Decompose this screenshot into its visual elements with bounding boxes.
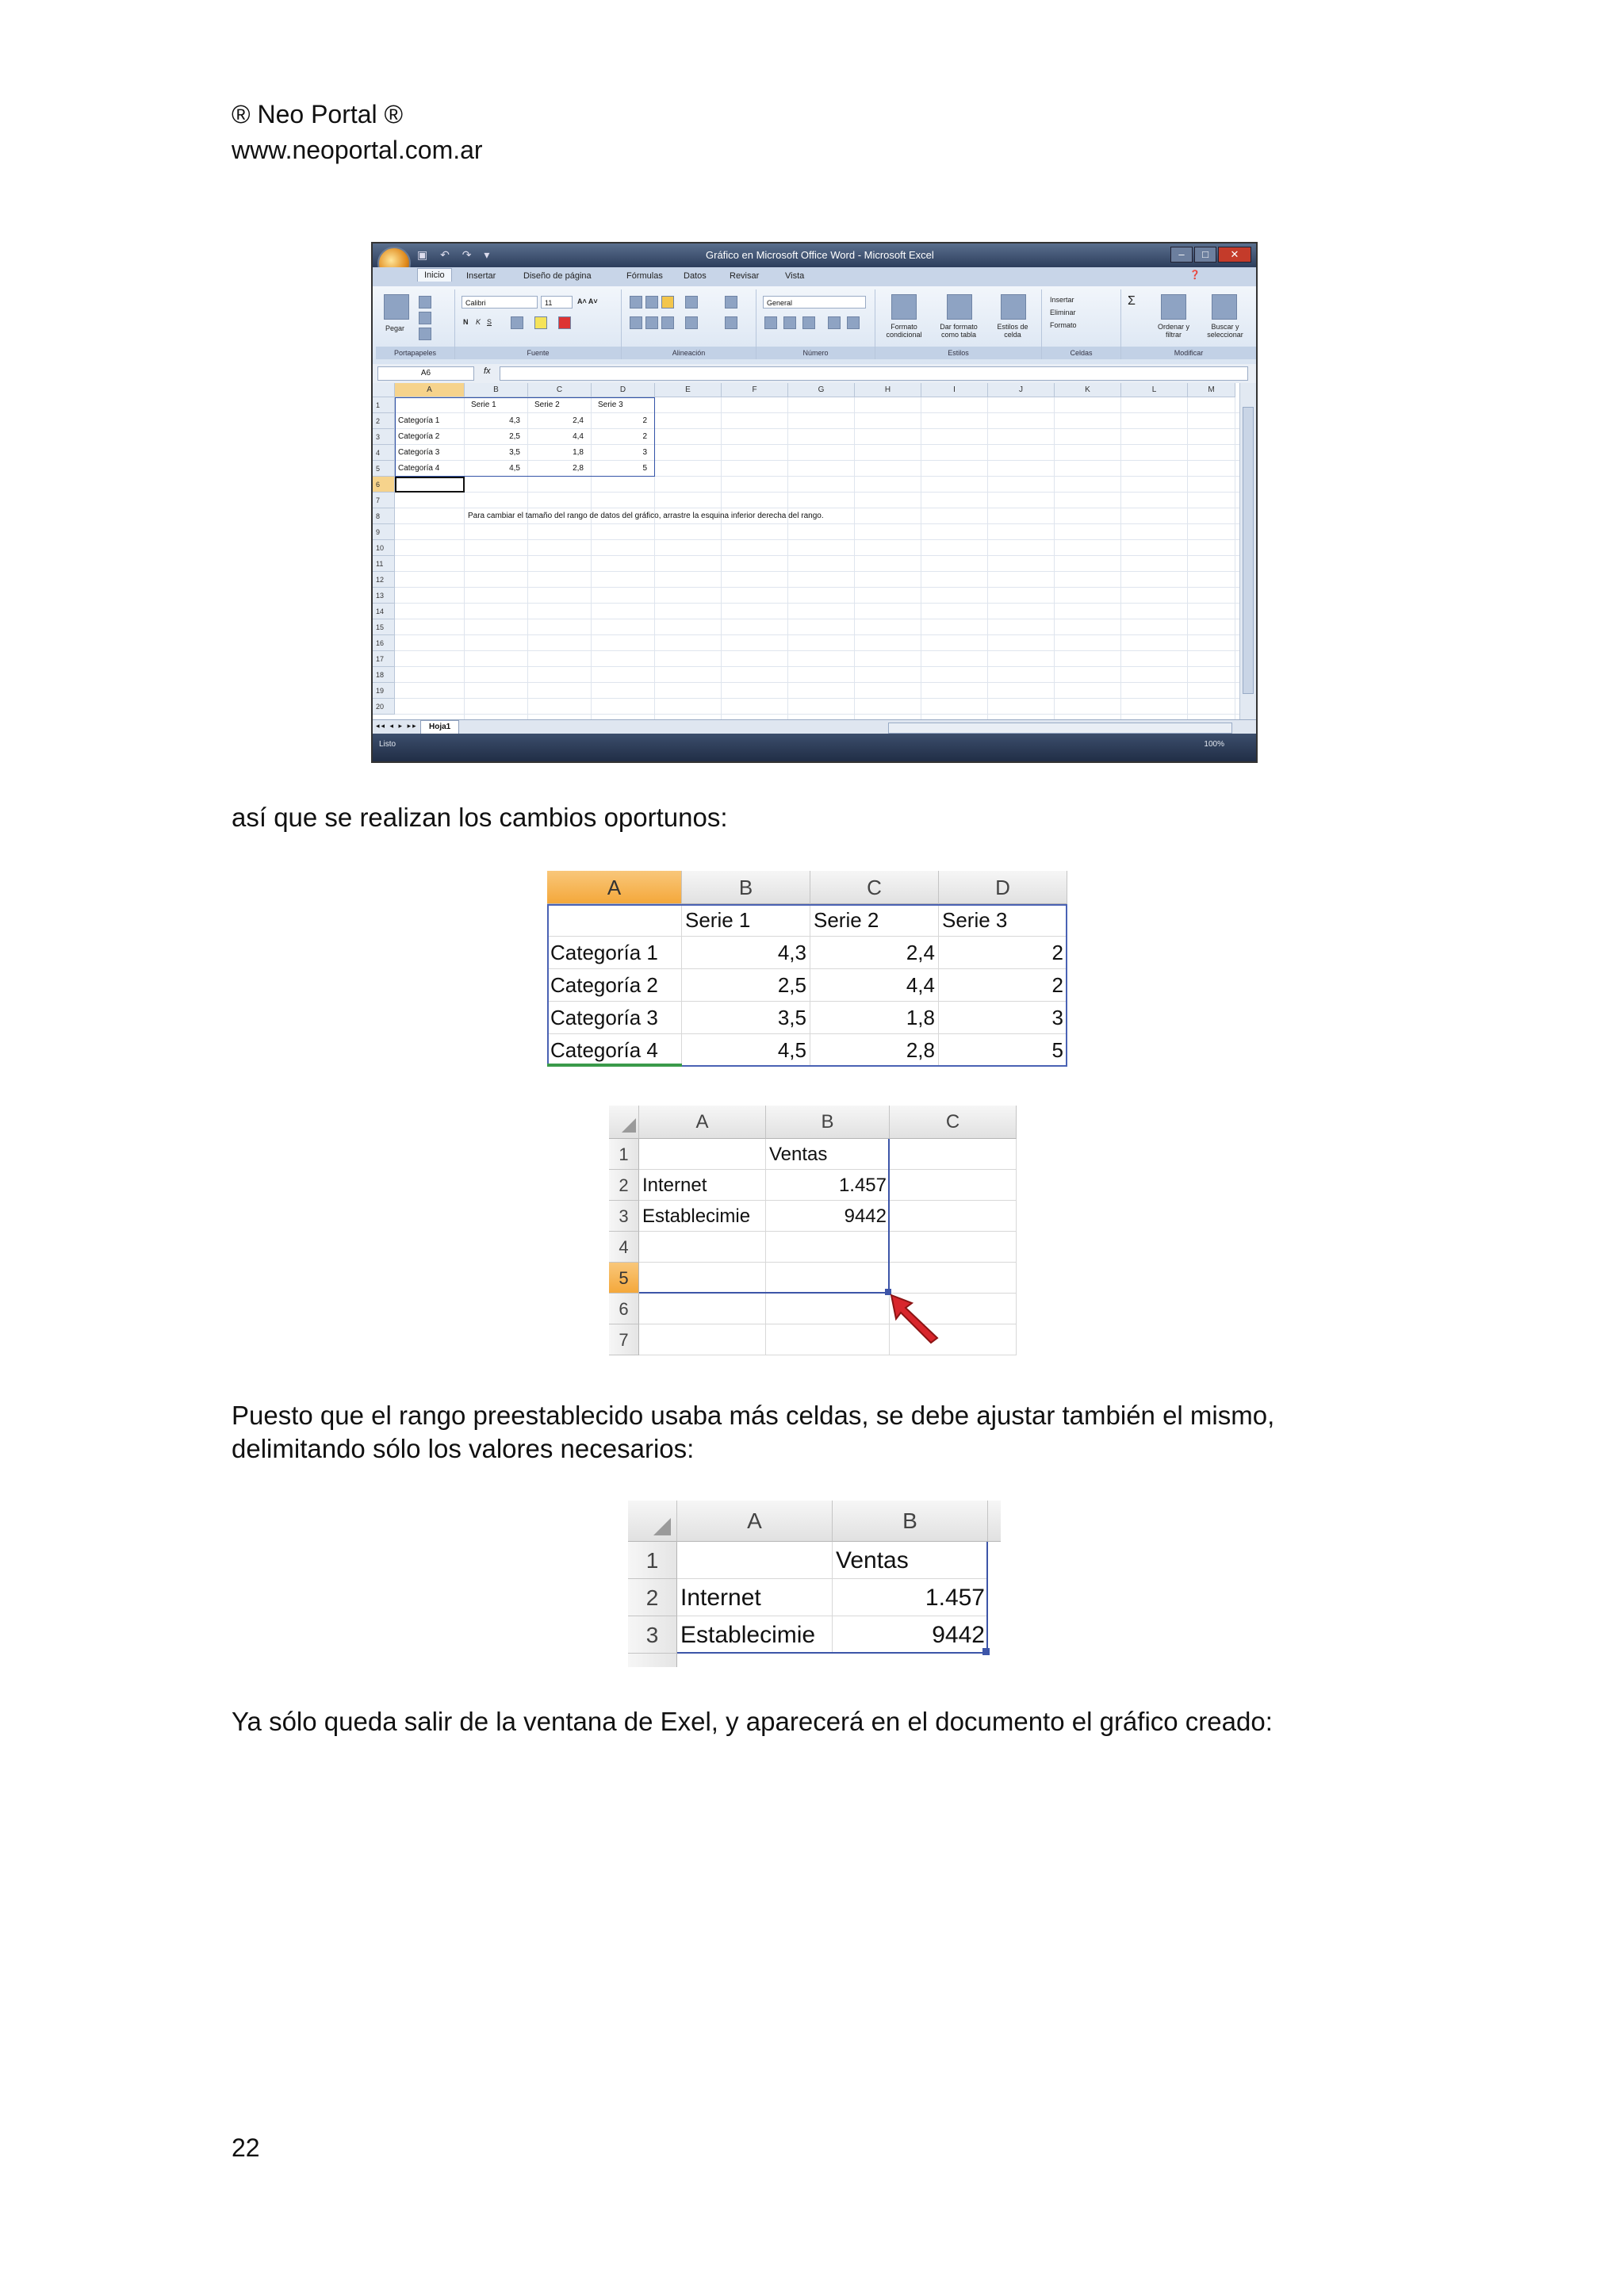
category-label: Categoría 1 [547,937,682,969]
group-modificar [1121,289,1256,359]
percent-icon[interactable] [783,316,796,329]
column-header-f[interactable]: F [722,383,788,397]
row-header-6[interactable]: 6 [373,477,395,493]
row-header-19[interactable]: 19 [373,683,395,699]
group-label: Celdas [1042,347,1120,359]
row-label: Internet [642,1175,707,1196]
sort-label: Ordenar y filtrar [1157,323,1190,339]
fill-color-icon[interactable] [534,316,547,329]
data-cell: 4,5 [682,1034,810,1067]
vertical-scrollbar[interactable] [1239,383,1256,719]
grid-line [395,682,1243,683]
column-header-m[interactable]: M [1188,383,1235,397]
row-header-2[interactable]: 2 [628,1579,677,1616]
excel-title-bar [373,243,1256,267]
grid-line [1054,397,1055,719]
indent-icon[interactable] [685,316,698,329]
row-header-6[interactable]: 6 [609,1294,639,1324]
ribbon [373,286,1256,365]
column-header-b[interactable]: B [833,1501,988,1542]
merge-icon[interactable] [725,316,737,329]
column-header-c[interactable]: C [890,1106,1017,1139]
data-cell: 2,4 [810,937,939,969]
borders-icon[interactable] [511,316,523,329]
data-cell: 1.457 [838,1175,887,1196]
column-header-l[interactable]: L [1121,383,1188,397]
row-header-10[interactable]: 10 [373,540,395,556]
spreadsheet-crop-series [547,871,1083,1069]
red-arrow-icon [888,1292,952,1355]
find-select-icon[interactable] [1212,294,1237,320]
grid-line [395,650,1243,651]
column-header-k[interactable]: K [1055,383,1121,397]
data-cell: 3 [642,448,647,457]
data-cell: 4,3 [509,416,520,425]
group-numero [756,289,875,359]
group-portapapeles [376,289,455,359]
cell-styles-label: Estilos de celda [997,323,1028,339]
grid-line [395,571,1243,572]
grid-cell [890,1201,1017,1232]
data-cell: 2 [642,416,647,425]
wrap-text-icon[interactable] [725,296,737,309]
data-cell: 2,5 [509,432,520,441]
quick-access-toolbar[interactable]: ▣ ↶ ↷ ▾ [417,248,495,261]
data-range-outline [639,1139,890,1294]
delete-cells-button[interactable]: Eliminar [1050,309,1076,316]
series-header: Serie 2 [534,401,560,409]
data-cell: 4,5 [509,464,520,473]
grid-line [395,492,1243,493]
fx-icon[interactable]: fx [484,366,491,376]
column-header-e[interactable]: E [655,383,722,397]
sort-filter-icon[interactable] [1161,294,1186,320]
row-header-8[interactable]: 8 [373,508,395,524]
scroll-thumb[interactable] [1243,407,1254,694]
table-format-label: Dar formato como tabla [940,323,978,339]
number-format-select[interactable]: General [763,296,866,309]
grid-line [787,397,788,719]
group-label: Modificar [1121,347,1256,359]
close-icon[interactable]: ✕ [1218,247,1251,263]
page-number: 22 [232,2133,260,2162]
group-estilos [875,289,1042,359]
currency-icon[interactable] [764,316,777,329]
data-cell: 9442 [844,1205,887,1227]
spreadsheet-crop-ventas-range [609,1106,1020,1359]
conditional-format-icon[interactable] [891,294,917,320]
series-header: Serie 3 [598,401,623,409]
column-header-a[interactable]: A [639,1106,766,1139]
data-range-outline [547,904,1067,1067]
active-cell[interactable] [395,477,465,493]
row-header-11[interactable]: 11 [373,556,395,572]
group-label: Estilos [875,347,1041,359]
column-header-b[interactable]: B [766,1106,890,1139]
row-header-7[interactable]: 7 [609,1324,639,1355]
column-header-a[interactable]: A [395,383,465,397]
series-header: Serie 1 [682,904,810,937]
row-header-7[interactable]: 7 [373,493,395,508]
align-center-icon[interactable] [645,316,658,329]
paragraph-2: Puesto que el rango preestablecido usaba más celdas, se debe ajustar también el mismo, delimitando sólo los valores necesarios: [232,1401,1275,1463]
tab-datos[interactable]: Datos [684,271,707,281]
grid-cell [890,1139,1017,1170]
group-celdas [1042,289,1121,359]
format-painter-icon[interactable] [419,328,431,340]
formula-bar [373,364,1256,384]
row-header-1[interactable]: 1 [609,1139,639,1170]
align-bottom-icon[interactable] [661,296,674,309]
help-icon[interactable]: ❓ [1189,270,1201,280]
data-cell: 9442 [932,1622,985,1648]
bold-button[interactable]: N [463,318,469,326]
grid-line [395,714,1243,715]
cell-styles-icon[interactable] [1001,294,1026,320]
column-header-h[interactable]: H [855,383,921,397]
grid-cell [890,1232,1017,1263]
row-header-16[interactable]: 16 [373,635,395,651]
header-url: www.neoportal.com.ar [232,136,483,164]
column-header-c[interactable]: C [528,383,592,397]
row-label: Establecimie [642,1205,751,1227]
data-cell: 1.457 [925,1585,985,1611]
row-header-9[interactable]: 9 [373,524,395,540]
grid-line [1187,397,1188,719]
grid-cell [639,1324,766,1355]
row-header-4[interactable]: 4 [609,1232,639,1263]
sheet-nav-arrows[interactable]: ◂◂ ◂ ▸ ▸▸ [376,722,418,730]
grid-line [395,587,1243,588]
category-label: Categoría 4 [398,464,440,473]
window-controls [1169,247,1251,263]
ventas-header: Ventas [836,1547,909,1573]
sheet-tab-hoja1[interactable]: Hoja1 [420,720,459,734]
paragraph-1: así que se realizan los cambios oportunos: [232,803,728,832]
align-top-icon[interactable] [630,296,642,309]
cond-format-label: Formato condicional [886,323,922,339]
paste-label: Pegar [385,324,405,332]
grid-cell [766,1324,890,1355]
tab-inicio[interactable]: Inicio [417,268,452,282]
row-header-2[interactable]: 2 [609,1170,639,1201]
row-header-18[interactable]: 18 [373,667,395,683]
data-cell: 2,8 [810,1034,939,1067]
spreadsheet-crop-ventas-adjusted [628,1501,1001,1667]
row-header-3[interactable]: 3 [373,429,395,445]
row-header-2[interactable]: 2 [373,413,395,429]
header-brand: ® Neo Portal ® [232,100,404,128]
group-alineacion [622,289,756,359]
font-size-select[interactable]: 11 [541,296,573,309]
grid-cell [639,1294,766,1324]
data-cell: 2 [642,432,647,441]
ribbon-tabs [373,267,1256,286]
row-header-3[interactable]: 3 [628,1616,677,1654]
column-header-a[interactable]: A [677,1501,833,1542]
tab-formulas[interactable]: Fórmulas [626,271,663,281]
select-all-triangle-icon [622,1118,636,1133]
data-cell: 2,4 [573,416,584,425]
column-header-d[interactable]: D [939,871,1067,904]
orientation-icon[interactable] [685,296,698,309]
row-header-5[interactable]: 5 [609,1263,639,1294]
grid-line [395,603,1243,604]
align-middle-icon[interactable] [645,296,658,309]
category-label: Categoría 3 [398,448,440,457]
autosum-icon[interactable]: Σ [1128,294,1136,308]
grid-cell [766,1294,890,1324]
excel-window-screenshot [371,242,1258,763]
range-resize-handle[interactable] [982,1648,990,1655]
cut-icon[interactable] [419,296,431,309]
find-label: Buscar y seleccionar [1207,323,1243,339]
grid-line [854,397,855,719]
format-cells-button[interactable]: Formato [1050,321,1077,329]
font-name-select[interactable]: Calibri [462,296,538,309]
category-label: Categoría 1 [398,416,440,425]
name-box[interactable]: A6 [377,366,474,381]
horizontal-scrollbar[interactable] [888,723,1232,734]
series-header: Serie 2 [810,904,939,937]
data-cell: 4,3 [682,937,810,969]
grid-cell [890,1170,1017,1201]
formula-input[interactable] [500,366,1248,381]
data-cell: 5 [642,464,647,473]
data-cell: 2,5 [682,969,810,1002]
grid-line [395,539,1243,540]
row-header-5[interactable]: 5 [373,461,395,477]
row-label: Internet [680,1585,761,1611]
paste-icon[interactable] [384,294,409,320]
grid-line [1120,397,1121,719]
align-left-icon[interactable] [630,316,642,329]
zoom-level[interactable]: 100% [1204,740,1224,749]
decrease-decimal-icon[interactable] [847,316,860,329]
grow-font-icon[interactable]: A˄ A˅ [577,297,598,305]
data-cell: 3 [939,1002,1067,1034]
data-cell: 2,8 [573,464,584,473]
row-header-3[interactable]: 3 [609,1201,639,1232]
data-cell: 5 [939,1034,1067,1067]
data-cell: 4,4 [810,969,939,1002]
row-header-15[interactable]: 15 [373,619,395,635]
align-right-icon[interactable] [661,316,674,329]
column-header-d[interactable]: D [592,383,655,397]
column-header-c[interactable]: C [810,871,939,904]
select-all-triangle-icon [653,1518,671,1535]
column-header-g[interactable]: G [788,383,855,397]
underline-button[interactable]: S [487,318,492,326]
tab-vista[interactable]: Vista [785,271,805,281]
column-header-b[interactable]: B [465,383,528,397]
row-header-4[interactable]: 4 [373,445,395,461]
sheet-tabs-bar [373,719,1256,734]
grid-line [395,555,1243,556]
row-header-partial [628,1654,677,1667]
row-header-13[interactable]: 13 [373,588,395,604]
category-label: Categoría 4 [547,1034,682,1067]
series-header: Serie 1 [471,401,496,409]
grid-line [721,397,722,719]
data-range-outline [677,1542,988,1654]
category-label: Categoría 3 [547,1002,682,1034]
data-cell: 3,5 [509,448,520,457]
grid-line [987,397,988,719]
grid-line [395,634,1243,635]
italic-button[interactable]: K [476,318,481,326]
status-bar [373,734,1256,763]
column-header-partial [988,1501,1001,1542]
tab-revisar[interactable]: Revisar [730,271,760,281]
data-cell: 2 [939,969,1067,1002]
column-header-j[interactable]: J [988,383,1055,397]
insert-cells-button[interactable]: Insertar [1050,296,1074,304]
row-header-12[interactable]: 12 [373,572,395,588]
group-label: Número [756,347,875,359]
data-cell: 1,8 [573,448,584,457]
row-header-1[interactable]: 1 [628,1542,677,1579]
ventas-header: Ventas [769,1144,828,1165]
series-header: Serie 3 [939,904,1067,937]
group-label: Fuente [455,347,621,359]
select-all-corner[interactable] [373,383,395,397]
excel-title: Gráfico en Microsoft Office Word - Microsoft Excel [706,249,934,261]
grid-cell [890,1263,1017,1294]
tab-diseno[interactable]: Diseño de página [523,271,592,281]
group-label: Alineación [622,347,756,359]
row-header-20[interactable]: 20 [373,699,395,715]
font-color-icon[interactable] [558,316,571,329]
data-cell: 4,4 [573,432,584,441]
category-label: Categoría 2 [547,969,682,1002]
range-note: Para cambiar el tamaño del rango de datos del gráfico, arrastre la esquina inferior derecha del rango. [468,512,824,520]
group-fuente [455,289,622,359]
row-header-14[interactable]: 14 [373,604,395,619]
worksheet-grid[interactable] [373,383,1243,719]
status-text: Listo [379,740,396,749]
paragraph-3: Ya sólo queda salir de la ventana de Exel, y aparecerá en el documento el gráfico creado: [232,1707,1273,1736]
tab-insertar[interactable]: Insertar [466,271,496,281]
data-cell: 3,5 [682,1002,810,1034]
selection-bottom-bar [547,1064,682,1067]
row-header-1[interactable]: 1 [373,397,395,413]
column-header-b[interactable]: B [682,871,810,904]
grid-line [395,698,1243,699]
minimize-icon[interactable]: – [1170,247,1193,263]
data-cell: 1,8 [810,1002,939,1034]
column-header-a[interactable]: A [547,871,682,904]
comma-icon[interactable] [802,316,815,329]
row-label: Establecimie [680,1622,816,1648]
data-range-outline [395,397,655,477]
group-label: Portapapeles [376,347,454,359]
increase-decimal-icon[interactable] [828,316,841,329]
category-label: Categoría 2 [398,432,440,441]
copy-icon[interactable] [419,312,431,324]
maximize-icon[interactable]: □ [1194,247,1216,263]
column-header-i[interactable]: I [921,383,988,397]
row-header-17[interactable]: 17 [373,651,395,667]
table-format-icon[interactable] [947,294,972,320]
data-cell: 2 [939,937,1067,969]
grid-line [395,666,1243,667]
